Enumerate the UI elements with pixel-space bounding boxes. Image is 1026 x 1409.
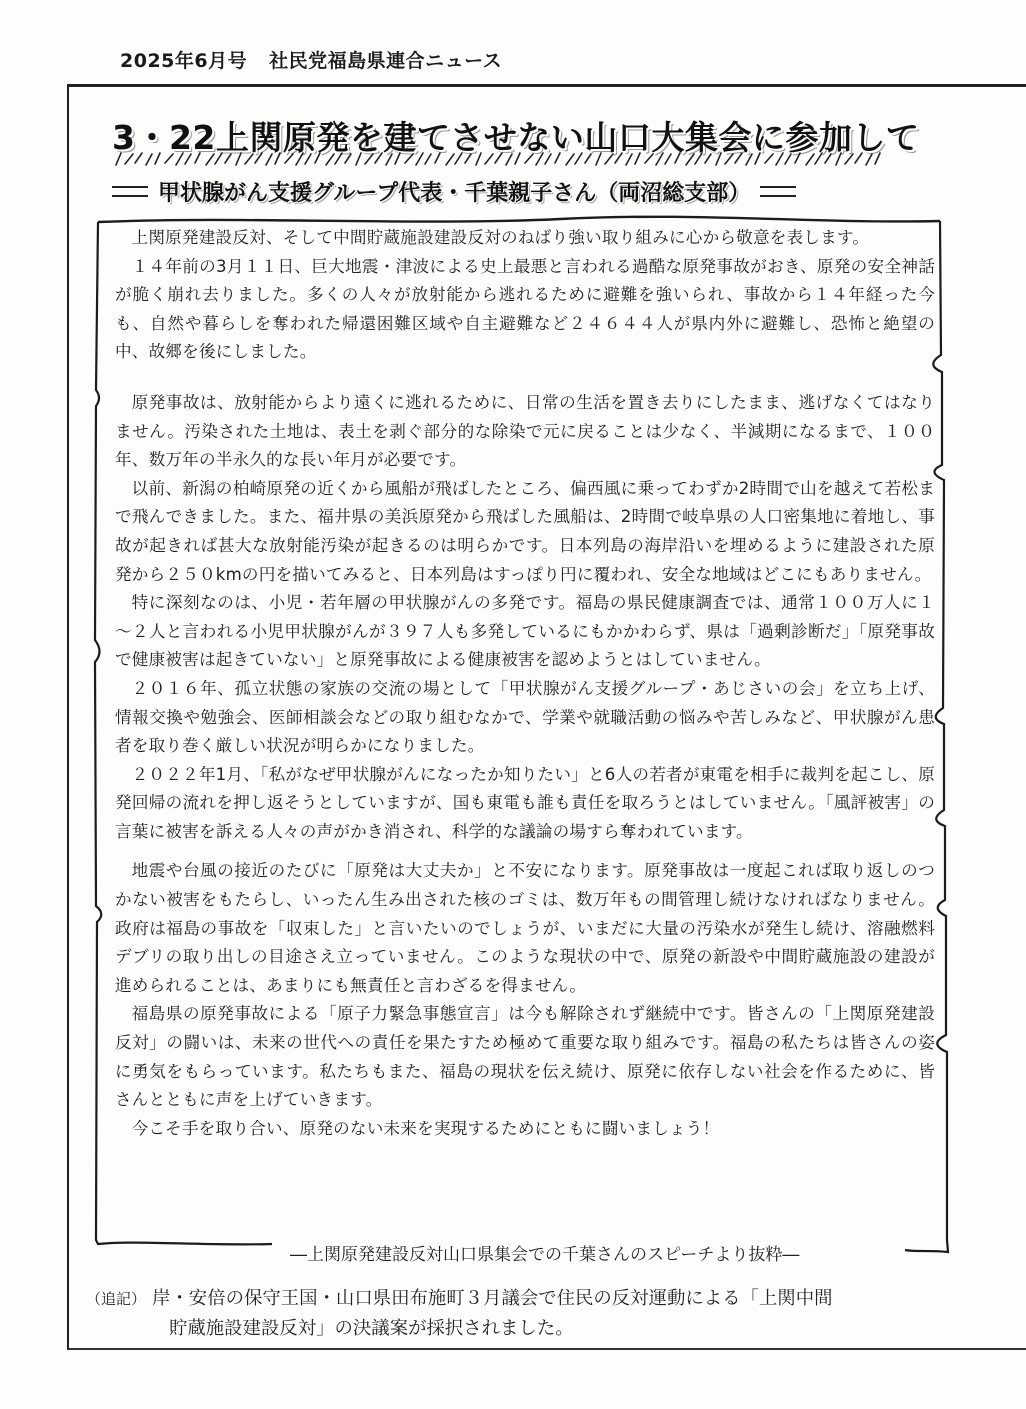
hatch-stroke (716, 153, 721, 165)
issue-date: 2025年6月号 (120, 50, 248, 72)
hatch-stroke (245, 154, 253, 164)
hatch-stroke (416, 153, 423, 165)
hatch-stroke (495, 153, 502, 163)
hatch-stroke (735, 153, 742, 163)
hatch-stroke (695, 153, 702, 164)
hatch-stroke (566, 154, 574, 165)
hatch-stroke (405, 154, 413, 163)
paragraph: 原発事故は、放射能からより遠くに逃れるために、日常の生活を置き去りにしたまま、逃げなくてはなりません。汚染された土地は、表土を剥ぐ部分的な除染で元に戻ることは少なく、半減期になるまで、１００年、数万年の半永久的な長い年月が必要です。 (115, 392, 935, 470)
publication-name: 社民党福島県連合ニュース (269, 50, 503, 72)
hatch-stroke (236, 153, 241, 165)
postscript-line-1: 岸・安倍の保守王国・山口県田布施町３月議会で住民の反対運動による「上関中間 (152, 1288, 833, 1309)
hatch-stroke (125, 154, 133, 164)
hatch-stroke (605, 154, 613, 164)
article-headline: 3・22上関原発を建てさせない山口大集会に参加して (112, 118, 920, 157)
hatch-stroke (255, 153, 262, 163)
hatch-stroke (386, 154, 392, 165)
hatch-stroke (665, 154, 671, 164)
hatch-stroke (686, 154, 694, 165)
hatch-stroke (755, 153, 760, 164)
hatch-stroke (506, 154, 512, 165)
hatch-stroke (585, 154, 591, 163)
hatch-stroke (305, 154, 311, 164)
hatch-stroke (815, 153, 822, 164)
hatch-stroke (746, 154, 752, 165)
paragraph: ２０２２年1月、「私がなぜ甲状腺がんになったか知りたい」と6人の若者が東電を相手に裁判を起こし、原発回帰の流れを押し返そうとしていますが、国も東電も誰も責任を取ろうとはしていません。「風評被害」の言葉に被害を訴える人々の声がかき消され、科学的な議論の場すら奪われています。 (115, 764, 935, 841)
subtitle-dash-left (112, 186, 148, 197)
hatch-stroke (375, 153, 382, 163)
article-subtitle (112, 176, 902, 207)
hatch-stroke (455, 153, 462, 164)
hatch-stroke (116, 153, 121, 165)
speech-attribution: ―上関原発建設反対山口県集会での千葉さんのスピーチより抜粋― (290, 1245, 800, 1265)
hatch-stroke (266, 154, 272, 165)
hatch-stroke (596, 153, 601, 165)
hatch-stroke (465, 154, 471, 163)
postscript-line-2: 貯蔵施設建設反対」の決議案が採択されました。 (169, 1318, 574, 1339)
hatch-stroke (515, 153, 520, 164)
subtitle-dash-right (760, 186, 796, 197)
hatch-stroke (285, 154, 293, 163)
hatch-stroke (645, 154, 653, 163)
hatch-stroke (176, 153, 183, 165)
hatch-stroke (206, 154, 214, 165)
hatch-stroke (275, 153, 280, 164)
hatch-stroke (615, 153, 622, 163)
hatch-stroke (536, 153, 543, 165)
hatch-stroke (185, 154, 191, 164)
hatch-stroke (155, 153, 160, 164)
hatch-stroke (356, 153, 361, 165)
hatch-stroke (395, 153, 400, 164)
hatch-stroke (195, 153, 200, 163)
hatch-stroke (776, 153, 783, 165)
hatch-stroke (855, 153, 862, 163)
hatch-stroke (165, 154, 173, 163)
hatch-stroke (575, 153, 582, 164)
hatch-stroke (485, 154, 493, 164)
hatch-stroke (365, 154, 373, 164)
hatch-stroke (335, 153, 342, 164)
hatch-stroke (425, 154, 431, 164)
hatch-stroke (215, 153, 222, 164)
hatch-stroke (626, 154, 632, 165)
hatch-stroke (525, 154, 533, 163)
hatch-stroke (435, 153, 440, 163)
article-body (115, 224, 935, 1143)
hatch-stroke (795, 153, 800, 163)
hatch-stroke (345, 154, 351, 163)
hatch-stroke (296, 153, 303, 165)
paragraph: 福島県の原発事故による「原子力緊急事態宣言」は今も解除されず継続中です。皆さんの「上関原発建設反対」の闘いは、未来の世代への責任を果たすため極めて重要な取り組みです。福島の私たちは皆さんの姿に勇気をもらっています。私たちもまた、福島の現状を伝え続け、原発に依存しない社会を作るために、皆さんとともに声を上げていきます。 (115, 1004, 935, 1110)
hatch-stroke (446, 154, 454, 165)
subtitle-text: 甲状腺がん支援グループ代表・千葉親子さん（両沼総支部） (158, 181, 751, 206)
hatch-stroke (705, 154, 711, 163)
hatch-stroke (225, 154, 231, 163)
hatch-stroke (836, 153, 841, 165)
hatch-stroke (656, 153, 663, 165)
postscript-label: （追記） (86, 1290, 147, 1308)
hatch-stroke (875, 153, 880, 164)
masthead (120, 46, 502, 73)
hatch-stroke (315, 153, 320, 163)
decorative-hatch-line (114, 150, 884, 168)
hatch-stroke (635, 153, 640, 164)
hatch-stroke (845, 154, 853, 164)
hatch-stroke (545, 154, 551, 164)
paragraph: １４年前の3月１１日、巨大地震・津波による史上最悪と言われる過酷な原発事故がおき、原発の安全神話が脆く崩れ去りました。多くの人々が放射能から逃れるために避難を強いられ、事故から１４年経った今も、自然や暮らしを奪われた帰還困難区域や自主避難など２４６４４人が県内外に避難し、恐怖と絶望の中、故郷を後にしました。 (115, 256, 935, 362)
paragraph: 以前、新潟の柏崎原発の近くから風船が飛ばしたところ、偏西風に乗ってわずか2時間で山を越えて若松まで飛んできました。また、福井県の美浜原発から飛ばした風船は、2時間で岐阜県の人口密集地に着地し、事故が起きれば甚大な放射能汚染が起きるのは明らかです。日本列島の海岸沿いを埋めるように建設された原発から２５０kmの円を描いてみると、日本列島はすっぽり円に覆われ、安全な地域はどこにもありません。 (115, 478, 935, 584)
paragraph: ２０１６年、孤立状態の家族の交流の場として「甲状腺がん支援グループ・あじさいの会」を立ち上げ、情報交換や勉強会、医師相談会などの取り組むなかで、学業や就職活動の悩みや苦しみなど、甲状腺がん患者を取り巻く厳しい状況が明らかになりました。 (115, 678, 935, 756)
paragraph: 今こそ手を取り合い、原発のない未来を実現するためにともに闘いましょう！ (131, 1118, 720, 1138)
hatch-stroke (806, 154, 814, 165)
hatch-stroke (135, 153, 142, 163)
hatch-stroke (866, 154, 872, 165)
hatch-stroke (825, 154, 831, 163)
hatch-stroke (765, 154, 773, 163)
hatch-stroke (476, 153, 481, 165)
paragraph: 上関原発建設反対、そして中間貯蔵施設建設反対のねばり強い取り組みに心から敬意を表します。 (131, 228, 870, 247)
hatch-stroke (146, 154, 152, 165)
hatch-stroke (555, 153, 560, 163)
hatch-stroke (725, 154, 733, 164)
postscript (86, 1284, 936, 1343)
paragraph: 地震や台風の接近のたびに「原発は大丈夫か」と不安になります。原発事故は一度起これば取り返しのつかない被害をもたらし、いったん生み出された核のゴミは、数万年もの間管理し続けなければなりません。政府は福島の事故を「収束した」と言いたいのでしょうが、いまだに大量の汚染水が発生し続け、溶融燃料デブリの取り出しの目途さえ立っていません。このような現状の中で、原発の新設や中間貯蔵施設の建設が進められることは、あまりにも無責任と言わざるを得ません。 (115, 861, 935, 995)
hatch-stroke (785, 154, 791, 164)
paragraph: 特に深刻なのは、小児・若年層の甲状腺がんの多発です。福島の県民健康調査では、通常１００万人に１～２人と言われる小児甲状腺がんが３９７人も多発しているにもかかわらず、県は「過剰診断だ」「原発事故で健康被害は起きていない」と原発事故による健康被害を認めようとはしていません。 (115, 593, 935, 670)
hatch-stroke (675, 153, 680, 163)
hatch-stroke (326, 154, 334, 165)
